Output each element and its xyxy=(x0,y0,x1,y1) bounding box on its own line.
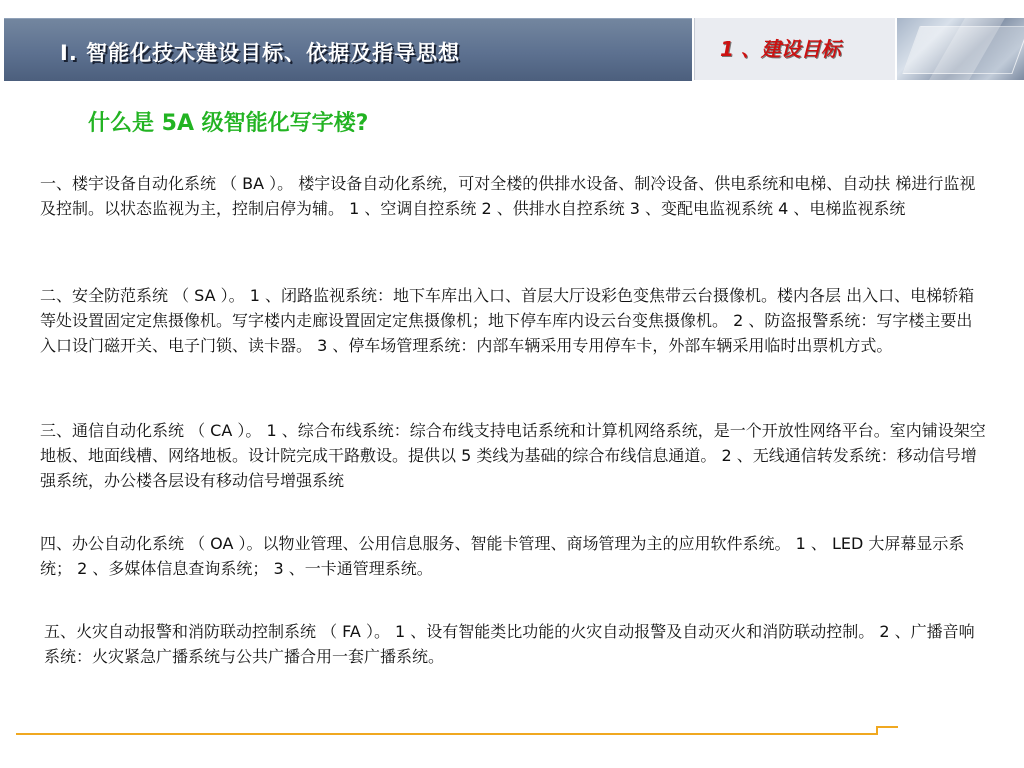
footer-rule xyxy=(16,733,878,735)
title-panel xyxy=(4,18,692,81)
main-title: I. 智能化技术建设目标、依据及指导思想 xyxy=(60,41,461,65)
decorative-thumbnail-image xyxy=(897,18,1024,80)
paragraph-oa: 四、办公自动化系统 （ OA ）。以物业管理、公用信息服务、智能卡管理、商场管理为主的应用软件系统。 1 、 LED 大屏幕显示系统； 2 、多媒体信息查询系统； 3 、一卡通管理系统。 xyxy=(40,534,965,578)
section-panel xyxy=(694,18,895,80)
header-bar xyxy=(0,0,1024,82)
footer-rule-tail xyxy=(876,726,898,728)
sub-heading: 什么是 5A 级智能化写字楼? xyxy=(88,111,369,136)
paragraph-ba: 一、楼宇设备自动化系统 （ BA ）。 楼宇设备自动化系统，可对全楼的供排水设备、制冷设备、供电系统和电梯、自动扶 梯进行监视及控制。以状态监视为主，控制启停为辅。 1 、空调自控系统 2 、供排水自控系统 3 、变配电监视系统 4 、电梯监视系统 xyxy=(40,174,976,218)
section-title: 1 、建设目标 xyxy=(720,37,841,61)
paragraph-ca: 三、通信自动化系统 （ CA ）。 1 、综合布线系统：综合布线支持电话系统和计算机网络系统，是一个开放性网络平台。室内铺设架空地板、地面线槽、网络地板。设计院完成干路敷设。提供以 5 类线为基础的综合布线信息通道。 2 、无线通信转发系统：移动信号增强系统，办公楼各层设有移动信号增强系统 xyxy=(40,421,986,490)
paragraph-sa: 二、安全防范系统 （ SA ）。 1 、闭路监视系统：地下车库出入口、首层大厅设彩色变焦带云台摄像机。楼内各层 出入口、电梯轿箱等处设置固定定焦摄像机。写字楼内走廊设置固定定焦摄像机；地下停车库内设云台变焦摄像机。 2 、防盗报警系统：写字楼主要出入口设门磁开关、电子门锁、读卡器。 3 、停车场管理系统：内部车辆采用专用停车卡，外部车辆采用临时出票机方式。 xyxy=(40,286,975,355)
paragraph-fa: 五、火灾自动报警和消防联动控制系统 （ FA ）。 1 、设有智能类比功能的火灾自动报警及自动灭火和消防联动控制。 2 、广播音响系统：火灾紧急广播系统与公共广播合用一套广播系统。 xyxy=(44,622,975,666)
